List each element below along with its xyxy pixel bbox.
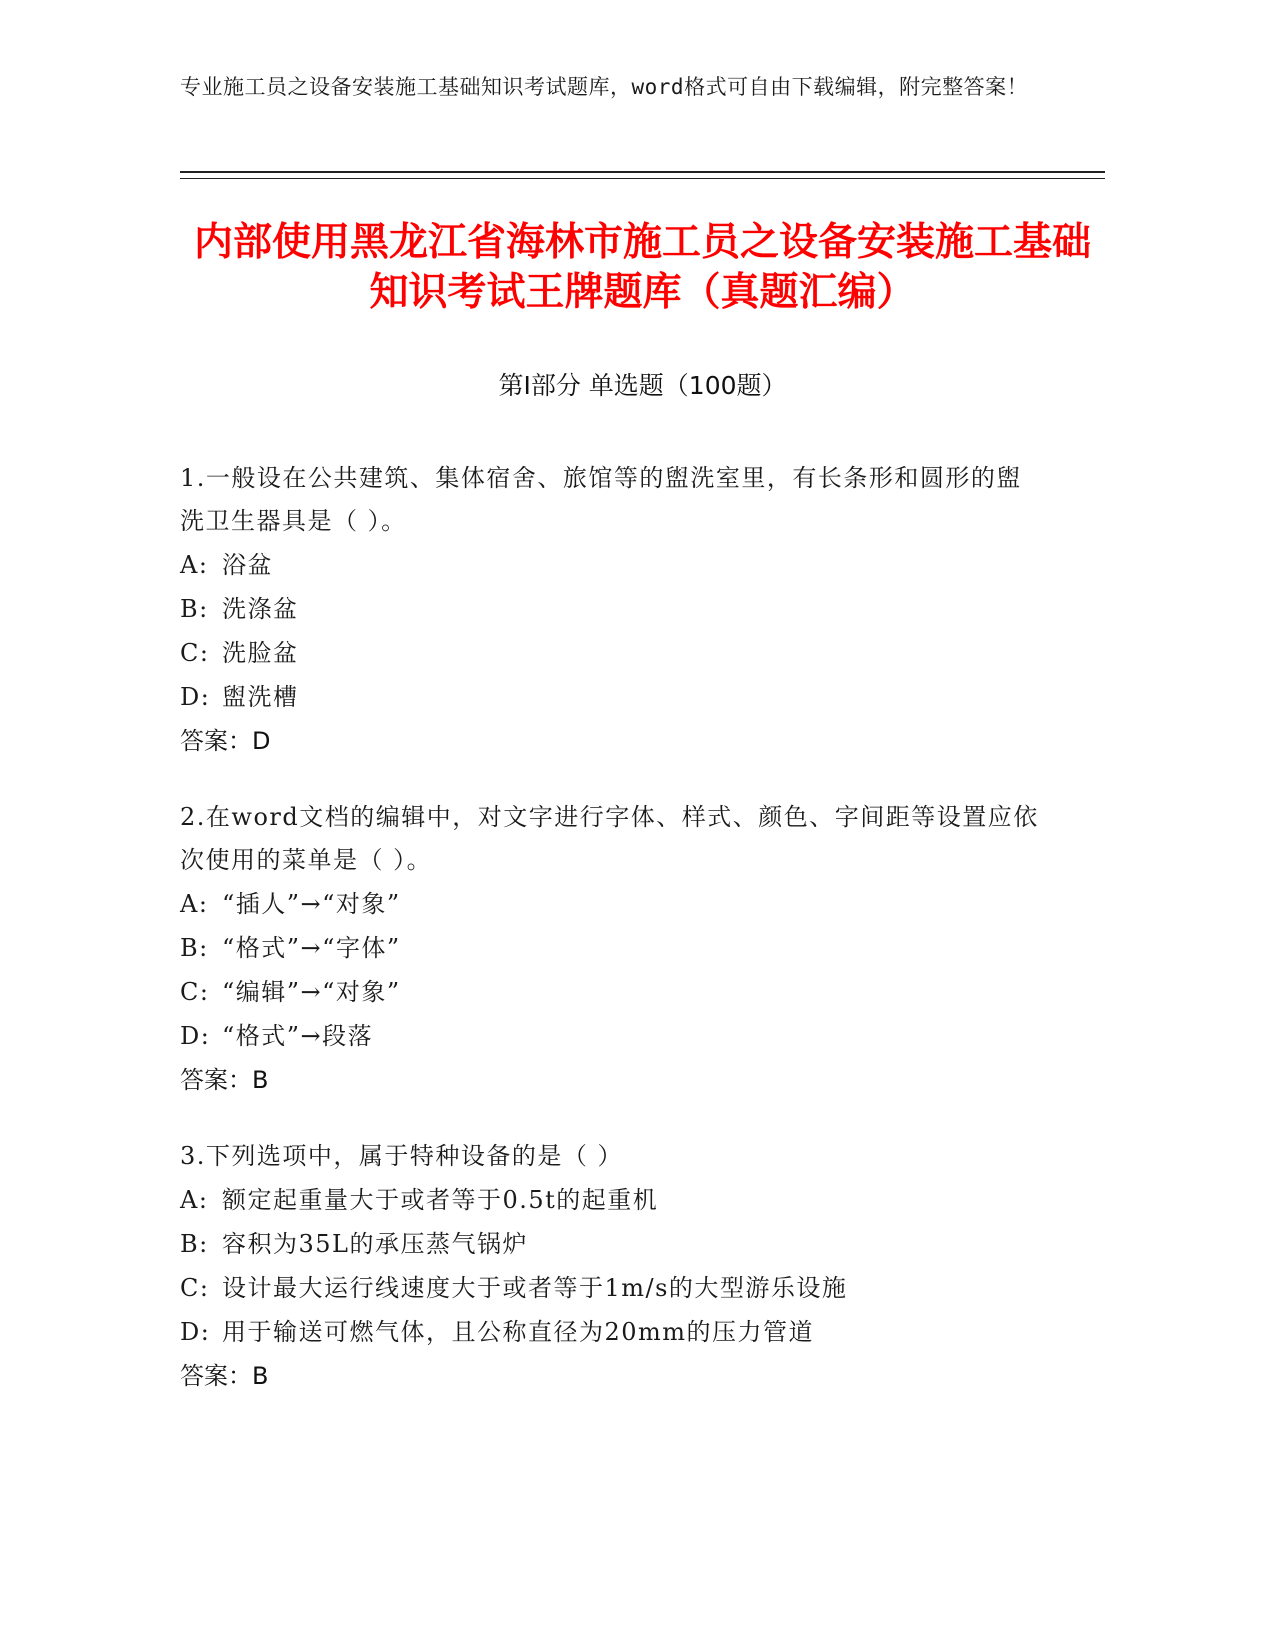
question-item: [180, 457, 1040, 763]
option-text: “编辑”→“对象”: [222, 978, 401, 1006]
document-title: 内部使用黑龙江省海林市施工员之设备安装施工基础知识考试王牌题库（真题汇编）: [193, 220, 1091, 315]
question-option: [180, 1266, 1040, 1310]
option-text: 设计最大运行线速度大于或者等于1m/s的大型游乐设施: [222, 1274, 848, 1302]
question-answer: 答案：D: [180, 727, 271, 755]
option-text: “格式”→“字体”: [222, 934, 401, 962]
question-option: [180, 1178, 1040, 1222]
option-key: A:: [180, 551, 209, 579]
question-answer: 答案：B: [180, 1362, 269, 1390]
question-option: [180, 587, 1040, 631]
option-key: B:: [180, 595, 209, 623]
option-text: 容积为35L的承压蒸气锅炉: [222, 1230, 528, 1258]
option-key: D:: [180, 1318, 211, 1346]
question-option: [180, 1014, 1040, 1058]
option-text: “格式”→段落: [222, 1022, 374, 1050]
option-key: D:: [180, 683, 211, 711]
section-heading: 第Ⅰ部分 单选题（100题）: [498, 371, 787, 400]
option-text: “插人”→“对象”: [222, 890, 401, 918]
header-divider-thin: [180, 178, 1105, 179]
option-key: B:: [180, 934, 209, 962]
option-key: A:: [180, 1186, 209, 1214]
question-stem: 2.在word文档的编辑中，对文字进行字体、样式、颜色、字间距等设置应依次使用的菜单是（ ）。: [180, 803, 1039, 874]
question-option: [180, 631, 1040, 675]
option-key: A:: [180, 890, 209, 918]
option-text: 浴盆: [222, 551, 273, 579]
question-stem: 1.一般设在公共建筑、集体宿舍、旅馆等的盥洗室里，有长条形和圆形的盥洗卫生器具是（ ）。: [180, 464, 1022, 535]
question-answer: 答案：B: [180, 1066, 269, 1094]
option-key: C:: [180, 1274, 210, 1302]
question-item: [180, 1135, 1040, 1398]
question-item: [180, 796, 1040, 1102]
question-option: [180, 675, 1040, 719]
option-key: C:: [180, 639, 210, 667]
option-key: B:: [180, 1230, 209, 1258]
question-option: [180, 882, 1040, 926]
question-stem: 3.下列选项中，属于特种设备的是（ ）: [180, 1142, 624, 1170]
option-key: D:: [180, 1022, 211, 1050]
option-text: 洗涤盆: [222, 595, 299, 623]
option-text: 用于输送可燃气体，且公称直径为20mm的压力管道: [222, 1318, 815, 1346]
option-key: C:: [180, 978, 210, 1006]
question-option: [180, 926, 1040, 970]
header-note: 专业施工员之设备安装施工基础知识考试题库，word格式可自由下载编辑，附完整答案！: [180, 75, 1029, 99]
question-option: [180, 970, 1040, 1014]
question-option: [180, 543, 1040, 587]
question-option: [180, 1222, 1040, 1266]
option-text: 洗脸盆: [222, 639, 299, 667]
question-list: [180, 457, 1040, 1431]
question-option: [180, 1310, 1040, 1354]
option-text: 盥洗槽: [222, 683, 299, 711]
header-divider-thick: [180, 171, 1105, 173]
option-text: 额定起重量大于或者等于0.5t的起重机: [222, 1186, 659, 1214]
